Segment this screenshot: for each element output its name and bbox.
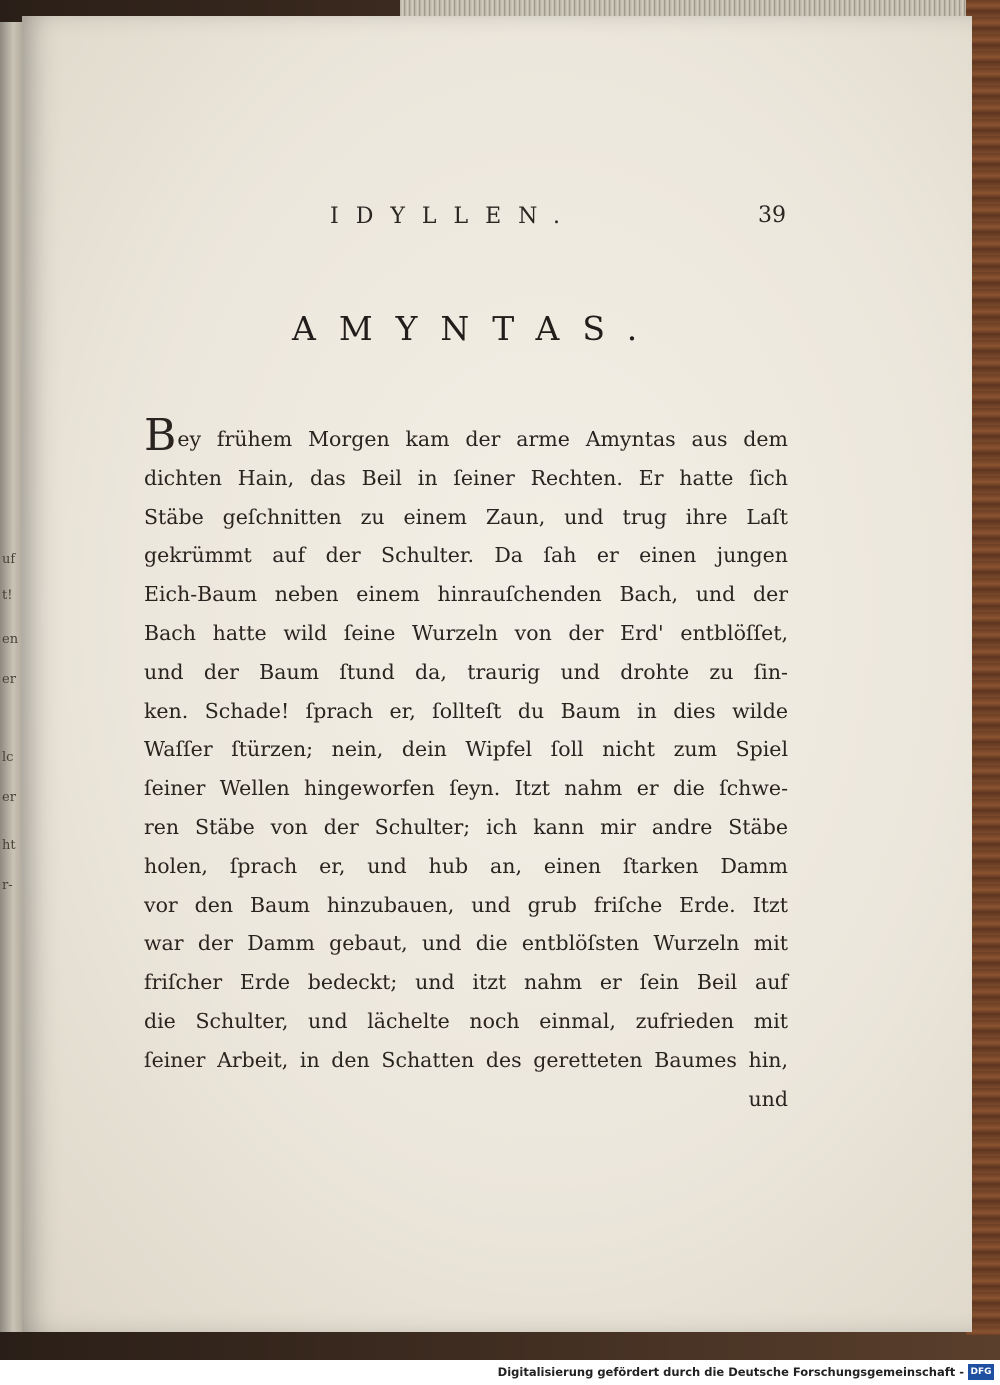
left-page-fragment: r-: [2, 878, 13, 893]
left-page-fragment: en: [2, 632, 19, 647]
text-line: war der Damm gebaut, und die entblöſsten Wurzeln mit: [144, 931, 788, 956]
text-line: Bach hatte wild ſeine Wurzeln von der Erd' entblöſſet,: [144, 620, 788, 645]
footer-bar: [0, 1360, 1000, 1385]
text-line: holen, ſprach er, und hub an, einen ſtarken Damm: [144, 853, 788, 878]
body-text: [144, 410, 788, 1118]
text-line: ſeiner Arbeit, in den Schatten des geretteten Baumes hin,: [144, 1047, 788, 1072]
left-page-fragment: er: [2, 790, 16, 805]
text-line: dichten Hain, das Beil in ſeiner Rechten. Er hatte ſich: [144, 465, 788, 490]
text-line: vor den Baum hinzubauen, und grub friſche Erde. Itzt: [144, 892, 788, 917]
text-line: ſeiner Wellen hingeworfen ſeyn. Itzt nahm er die ſchwe-: [144, 776, 788, 801]
page-number: 39: [758, 203, 786, 228]
catchword: und: [748, 1086, 788, 1111]
text-line: ren Stäbe von der Schulter; ich kann mir andre Stäbe: [144, 814, 788, 839]
text-line: Eich-Baum neben einem hinrauſchenden Bach, und der: [144, 582, 788, 607]
left-page-fragment: lc: [2, 750, 14, 765]
text-line: Stäbe geſchnitten zu einem Zaun, und trug ihre Laſt: [144, 504, 788, 529]
left-page-fragment: ht: [2, 838, 16, 853]
book-page: [22, 16, 972, 1332]
left-page-fragment: uf: [2, 552, 16, 567]
text-line: Waſſer ſtürzen; nein, dein Wipfel ſoll nicht zum Spiel: [144, 737, 788, 762]
text-line: [144, 410, 788, 461]
text-line-content: ey frühem Morgen kam der arme Amyntas aus dem: [177, 427, 788, 451]
left-page-fragment: t!: [2, 588, 13, 603]
text-line: friſcher Erde bedeckt; und itzt nahm er ſein Beil auf: [144, 970, 788, 995]
text-line: ken. Schade! ſprach er, ſollteſt du Baum in dies wilde: [144, 698, 788, 723]
poem-title: AMYNTAS.: [292, 309, 661, 348]
dfg-logo: DFG: [968, 1364, 994, 1380]
text-line: und der Baum ſtund da, traurig und drohte zu ſin-: [144, 659, 788, 684]
text-line: gekrümmt auf der Schulter. Da ſah er einen jungen: [144, 543, 788, 568]
text-line: die Schulter, und lächelte noch einmal, zufrieden mit: [144, 1008, 788, 1033]
left-page-fragment: er: [2, 672, 16, 687]
previous-page-edge: [0, 22, 22, 1332]
funding-notice: Digitalisierung gefördert durch die Deutsche Forschungsgemeinschaft -: [497, 1365, 964, 1379]
drop-cap: B: [144, 410, 177, 461]
running-head: IDYLLEN.: [330, 204, 577, 229]
